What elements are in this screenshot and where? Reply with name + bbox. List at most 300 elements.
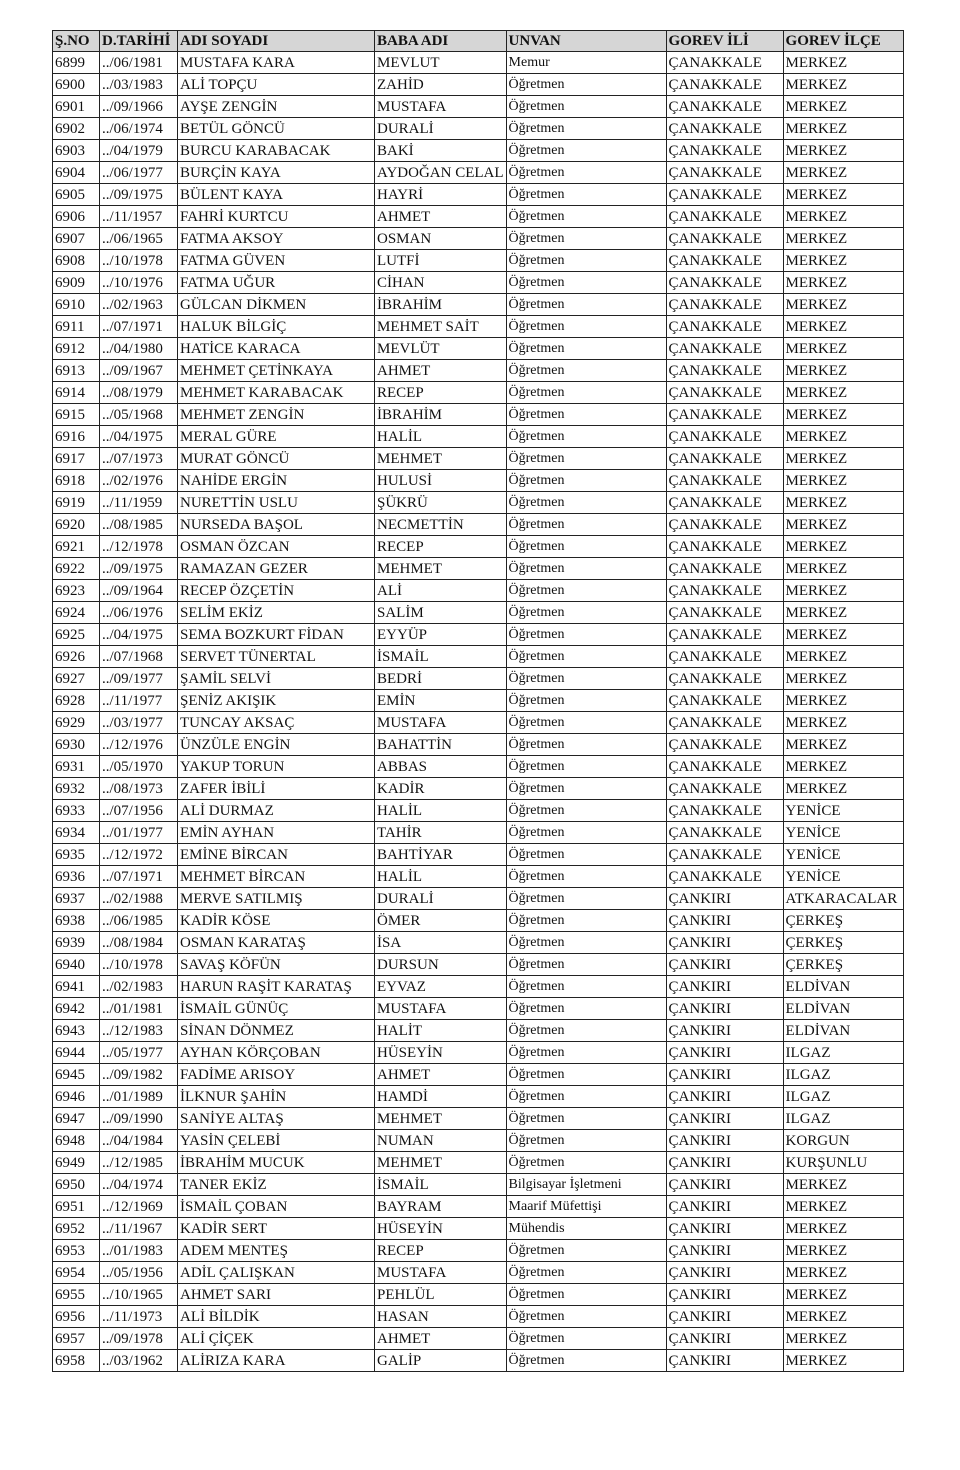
cell-birth-date: ../03/1977 (100, 712, 178, 734)
cell-duty-district: MERKEZ (783, 228, 903, 250)
cell-title: Öğretmen (506, 690, 666, 712)
cell-title: Öğretmen (506, 580, 666, 602)
cell-birth-date: ../08/1984 (100, 932, 178, 954)
cell-birth-date: ../11/1959 (100, 492, 178, 514)
cell-duty-province: ÇANKIRI (666, 1086, 783, 1108)
cell-duty-district: MERKEZ (783, 514, 903, 536)
cell-duty-province: ÇANAKKALE (666, 338, 783, 360)
cell-father-name: GALİP (375, 1350, 507, 1372)
cell-full-name: MEHMET ZENGİN (178, 404, 375, 426)
cell-birth-date: ../02/1988 (100, 888, 178, 910)
table-row (53, 162, 904, 184)
cell-sno: 6958 (53, 1350, 100, 1372)
cell-title: Öğretmen (506, 800, 666, 822)
cell-father-name: İSMAİL (375, 1174, 507, 1196)
table-row (53, 932, 904, 954)
cell-sno: 6934 (53, 822, 100, 844)
cell-title: Maarif Müfettişi (506, 1196, 666, 1218)
cell-father-name: HAMDİ (375, 1086, 507, 1108)
cell-title: Öğretmen (506, 888, 666, 910)
cell-sno: 6940 (53, 954, 100, 976)
cell-duty-district: MERKEZ (783, 382, 903, 404)
personnel-table (52, 30, 904, 1372)
cell-duty-district: MERKEZ (783, 404, 903, 426)
cell-duty-district: MERKEZ (783, 624, 903, 646)
cell-birth-date: ../09/1967 (100, 360, 178, 382)
cell-father-name: RECEP (375, 382, 507, 404)
cell-sno: 6928 (53, 690, 100, 712)
cell-duty-province: ÇANAKKALE (666, 558, 783, 580)
table-row (53, 756, 904, 778)
cell-duty-district: MERKEZ (783, 536, 903, 558)
cell-title: Öğretmen (506, 382, 666, 404)
cell-sno: 6907 (53, 228, 100, 250)
cell-duty-province: ÇANKIRI (666, 1328, 783, 1350)
cell-father-name: MUSTAFA (375, 1262, 507, 1284)
cell-birth-date: ../04/1975 (100, 426, 178, 448)
header-sno: Ş.NO (53, 31, 100, 52)
cell-title: Öğretmen (506, 470, 666, 492)
cell-sno: 6916 (53, 426, 100, 448)
cell-birth-date: ../09/1964 (100, 580, 178, 602)
cell-title: Öğretmen (506, 844, 666, 866)
cell-duty-district: MERKEZ (783, 602, 903, 624)
cell-birth-date: ../10/1978 (100, 250, 178, 272)
cell-father-name: MEHMET (375, 558, 507, 580)
cell-father-name: NUMAN (375, 1130, 507, 1152)
cell-father-name: CİHAN (375, 272, 507, 294)
cell-title: Öğretmen (506, 1020, 666, 1042)
cell-sno: 6926 (53, 646, 100, 668)
cell-title: Öğretmen (506, 536, 666, 558)
cell-sno: 6904 (53, 162, 100, 184)
cell-father-name: BAYRAM (375, 1196, 507, 1218)
cell-title: Öğretmen (506, 74, 666, 96)
cell-duty-province: ÇANAKKALE (666, 74, 783, 96)
cell-duty-province: ÇANAKKALE (666, 712, 783, 734)
cell-title: Öğretmen (506, 1328, 666, 1350)
cell-title: Öğretmen (506, 206, 666, 228)
cell-duty-province: ÇANAKKALE (666, 646, 783, 668)
cell-full-name: İBRAHİM MUCUK (178, 1152, 375, 1174)
cell-father-name: KADİR (375, 778, 507, 800)
cell-sno: 6905 (53, 184, 100, 206)
table-row (53, 74, 904, 96)
cell-birth-date: ../05/1977 (100, 1042, 178, 1064)
cell-title: Öğretmen (506, 1086, 666, 1108)
cell-duty-district: MERKEZ (783, 470, 903, 492)
cell-title: Memur (506, 52, 666, 74)
cell-father-name: EYYÜP (375, 624, 507, 646)
cell-duty-district: MERKEZ (783, 294, 903, 316)
cell-duty-district: MERKEZ (783, 1218, 903, 1240)
cell-title: Öğretmen (506, 756, 666, 778)
cell-full-name: NURSEDA BAŞOL (178, 514, 375, 536)
cell-sno: 6930 (53, 734, 100, 756)
cell-sno: 6932 (53, 778, 100, 800)
cell-birth-date: ../01/1977 (100, 822, 178, 844)
cell-full-name: SELİM EKİZ (178, 602, 375, 624)
cell-sno: 6941 (53, 976, 100, 998)
cell-full-name: ALİ ÇİÇEK (178, 1328, 375, 1350)
cell-full-name: MEHMET BİRCAN (178, 866, 375, 888)
cell-duty-district: MERKEZ (783, 668, 903, 690)
cell-sno: 6957 (53, 1328, 100, 1350)
cell-title: Öğretmen (506, 316, 666, 338)
cell-father-name: MEHMET (375, 1152, 507, 1174)
cell-title: Öğretmen (506, 492, 666, 514)
table-row (53, 866, 904, 888)
table-row (53, 1020, 904, 1042)
cell-father-name: MEVLUT (375, 52, 507, 74)
cell-father-name: BAKİ (375, 140, 507, 162)
cell-title: Öğretmen (506, 1284, 666, 1306)
cell-father-name: LUTFİ (375, 250, 507, 272)
cell-duty-province: ÇANAKKALE (666, 448, 783, 470)
cell-title: Öğretmen (506, 272, 666, 294)
cell-full-name: ALİ DURMAZ (178, 800, 375, 822)
cell-birth-date: ../09/1975 (100, 184, 178, 206)
cell-title: Öğretmen (506, 1306, 666, 1328)
cell-father-name: İBRAHİM (375, 294, 507, 316)
cell-birth-date: ../08/1985 (100, 514, 178, 536)
cell-father-name: AYDOĞAN CELAL (375, 162, 507, 184)
cell-full-name: ŞAMİL SELVİ (178, 668, 375, 690)
cell-sno: 6911 (53, 316, 100, 338)
cell-duty-district: ELDİVAN (783, 1020, 903, 1042)
table-row (53, 1174, 904, 1196)
cell-birth-date: ../07/1971 (100, 866, 178, 888)
table-row (53, 206, 904, 228)
cell-birth-date: ../08/1973 (100, 778, 178, 800)
cell-title: Öğretmen (506, 734, 666, 756)
cell-full-name: MERVE SATILMIŞ (178, 888, 375, 910)
table-row (53, 140, 904, 162)
table-row (53, 382, 904, 404)
header-full-name: ADI SOYADI (178, 31, 375, 52)
cell-birth-date: ../04/1980 (100, 338, 178, 360)
cell-duty-district: MERKEZ (783, 360, 903, 382)
cell-father-name: MUSTAFA (375, 998, 507, 1020)
cell-father-name: MEHMET SAİT (375, 316, 507, 338)
cell-father-name: İSMAİL (375, 646, 507, 668)
cell-full-name: BÜLENT KAYA (178, 184, 375, 206)
cell-title: Öğretmen (506, 514, 666, 536)
cell-duty-province: ÇANKIRI (666, 1306, 783, 1328)
cell-duty-province: ÇANKIRI (666, 1042, 783, 1064)
cell-sno: 6927 (53, 668, 100, 690)
cell-title: Öğretmen (506, 250, 666, 272)
cell-full-name: İLKNUR ŞAHİN (178, 1086, 375, 1108)
cell-full-name: SİNAN DÖNMEZ (178, 1020, 375, 1042)
cell-duty-province: ÇANKIRI (666, 1020, 783, 1042)
cell-full-name: BURÇİN KAYA (178, 162, 375, 184)
cell-duty-province: ÇANAKKALE (666, 690, 783, 712)
cell-duty-province: ÇANAKKALE (666, 162, 783, 184)
cell-duty-province: ÇANKIRI (666, 1240, 783, 1262)
cell-full-name: OSMAN ÖZCAN (178, 536, 375, 558)
cell-full-name: SERVET TÜNERTAL (178, 646, 375, 668)
cell-duty-province: ÇANAKKALE (666, 602, 783, 624)
cell-birth-date: ../04/1979 (100, 140, 178, 162)
cell-birth-date: ../09/1975 (100, 558, 178, 580)
cell-father-name: AHMET (375, 1328, 507, 1350)
cell-duty-district: KORGUN (783, 1130, 903, 1152)
cell-duty-district: MERKEZ (783, 74, 903, 96)
cell-birth-date: ../09/1990 (100, 1108, 178, 1130)
table-row (53, 1218, 904, 1240)
table-row (53, 338, 904, 360)
cell-birth-date: ../06/1981 (100, 52, 178, 74)
cell-full-name: ŞENİZ AKIŞIK (178, 690, 375, 712)
cell-birth-date: ../01/1983 (100, 1240, 178, 1262)
cell-duty-district: MERKEZ (783, 1240, 903, 1262)
cell-full-name: ALİ TOPÇU (178, 74, 375, 96)
cell-duty-province: ÇANAKKALE (666, 470, 783, 492)
cell-duty-district: ÇERKEŞ (783, 910, 903, 932)
cell-duty-district: MERKEZ (783, 1174, 903, 1196)
cell-duty-province: ÇANKIRI (666, 1152, 783, 1174)
cell-birth-date: ../06/1977 (100, 162, 178, 184)
table-row (53, 1108, 904, 1130)
cell-duty-district: MERKEZ (783, 184, 903, 206)
table-row (53, 514, 904, 536)
cell-father-name: MUSTAFA (375, 712, 507, 734)
cell-sno: 6954 (53, 1262, 100, 1284)
cell-duty-district: MERKEZ (783, 52, 903, 74)
cell-father-name: RECEP (375, 1240, 507, 1262)
cell-birth-date: ../09/1982 (100, 1064, 178, 1086)
table-row (53, 426, 904, 448)
cell-birth-date: ../12/1983 (100, 1020, 178, 1042)
cell-full-name: SAVAŞ KÖFÜN (178, 954, 375, 976)
cell-duty-province: ÇANKIRI (666, 998, 783, 1020)
cell-full-name: BURCU KARABACAK (178, 140, 375, 162)
cell-father-name: AHMET (375, 360, 507, 382)
cell-duty-district: MERKEZ (783, 140, 903, 162)
cell-full-name: TUNCAY AKSAÇ (178, 712, 375, 734)
cell-duty-province: ÇANAKKALE (666, 624, 783, 646)
table-row (53, 778, 904, 800)
cell-birth-date: ../12/1978 (100, 536, 178, 558)
cell-duty-province: ÇANKIRI (666, 976, 783, 998)
cell-duty-district: MERKEZ (783, 96, 903, 118)
cell-sno: 6956 (53, 1306, 100, 1328)
cell-father-name: MEVLÜT (375, 338, 507, 360)
cell-full-name: NAHİDE ERGİN (178, 470, 375, 492)
cell-title: Öğretmen (506, 646, 666, 668)
cell-sno: 6943 (53, 1020, 100, 1042)
cell-full-name: RAMAZAN GEZER (178, 558, 375, 580)
cell-birth-date: ../06/1965 (100, 228, 178, 250)
cell-duty-district: YENİCE (783, 866, 903, 888)
cell-duty-district: MERKEZ (783, 712, 903, 734)
cell-sno: 6949 (53, 1152, 100, 1174)
cell-birth-date: ../04/1975 (100, 624, 178, 646)
header-duty-district: GOREV İLÇE (783, 31, 903, 52)
cell-full-name: EMİNE BİRCAN (178, 844, 375, 866)
cell-full-name: MEHMET ÇETİNKAYA (178, 360, 375, 382)
cell-full-name: EMİN AYHAN (178, 822, 375, 844)
cell-duty-province: ÇANAKKALE (666, 426, 783, 448)
cell-father-name: EYVAZ (375, 976, 507, 998)
cell-duty-province: ÇANAKKALE (666, 140, 783, 162)
cell-full-name: OSMAN KARATAŞ (178, 932, 375, 954)
cell-birth-date: ../12/1976 (100, 734, 178, 756)
cell-full-name: RECEP ÖZÇETİN (178, 580, 375, 602)
cell-full-name: YASİN ÇELEBİ (178, 1130, 375, 1152)
cell-duty-district: MERKEZ (783, 1328, 903, 1350)
cell-sno: 6951 (53, 1196, 100, 1218)
cell-title: Mühendis (506, 1218, 666, 1240)
cell-father-name: ŞÜKRÜ (375, 492, 507, 514)
cell-sno: 6952 (53, 1218, 100, 1240)
cell-full-name: MUSTAFA KARA (178, 52, 375, 74)
table-row (53, 1306, 904, 1328)
cell-father-name: BAHATTİN (375, 734, 507, 756)
cell-full-name: HATİCE KARACA (178, 338, 375, 360)
cell-full-name: BETÜL GÖNCÜ (178, 118, 375, 140)
cell-title: Öğretmen (506, 866, 666, 888)
cell-duty-province: ÇANAKKALE (666, 316, 783, 338)
cell-duty-province: ÇANAKKALE (666, 294, 783, 316)
cell-duty-district: MERKEZ (783, 778, 903, 800)
cell-sno: 6908 (53, 250, 100, 272)
cell-duty-province: ÇANKIRI (666, 1350, 783, 1372)
cell-title: Öğretmen (506, 1240, 666, 1262)
cell-full-name: AHMET SARI (178, 1284, 375, 1306)
cell-duty-province: ÇANKIRI (666, 1174, 783, 1196)
table-row (53, 712, 904, 734)
cell-duty-district: MERKEZ (783, 272, 903, 294)
table-row (53, 800, 904, 822)
cell-full-name: FATMA GÜVEN (178, 250, 375, 272)
cell-title: Bilgisayar İşletmeni (506, 1174, 666, 1196)
cell-title: Öğretmen (506, 624, 666, 646)
cell-title: Öğretmen (506, 118, 666, 140)
table-row (53, 888, 904, 910)
cell-duty-district: ILGAZ (783, 1042, 903, 1064)
table-row (53, 580, 904, 602)
cell-sno: 6922 (53, 558, 100, 580)
cell-sno: 6910 (53, 294, 100, 316)
cell-full-name: TANER EKİZ (178, 1174, 375, 1196)
cell-full-name: FATMA AKSOY (178, 228, 375, 250)
cell-title: Öğretmen (506, 404, 666, 426)
table-row (53, 536, 904, 558)
cell-duty-province: ÇANAKKALE (666, 866, 783, 888)
cell-duty-district: MERKEZ (783, 1284, 903, 1306)
cell-birth-date: ../06/1976 (100, 602, 178, 624)
cell-duty-province: ÇANAKKALE (666, 514, 783, 536)
table-row (53, 558, 904, 580)
table-row (53, 448, 904, 470)
cell-duty-province: ÇANAKKALE (666, 822, 783, 844)
header-row (53, 31, 904, 52)
table-row (53, 646, 904, 668)
cell-father-name: RECEP (375, 536, 507, 558)
cell-duty-district: ELDİVAN (783, 976, 903, 998)
cell-father-name: AHMET (375, 1064, 507, 1086)
cell-duty-province: ÇANKIRI (666, 1108, 783, 1130)
cell-duty-district: MERKEZ (783, 492, 903, 514)
cell-duty-district: MERKEZ (783, 162, 903, 184)
cell-title: Öğretmen (506, 778, 666, 800)
cell-full-name: AYHAN KÖRÇOBAN (178, 1042, 375, 1064)
cell-duty-province: ÇANAKKALE (666, 96, 783, 118)
cell-sno: 6955 (53, 1284, 100, 1306)
cell-duty-district: MERKEZ (783, 1262, 903, 1284)
cell-sno: 6917 (53, 448, 100, 470)
cell-sno: 6937 (53, 888, 100, 910)
cell-duty-district: MERKEZ (783, 756, 903, 778)
table-row (53, 1152, 904, 1174)
table-row (53, 602, 904, 624)
cell-full-name: FATMA UĞUR (178, 272, 375, 294)
cell-father-name: SALİM (375, 602, 507, 624)
cell-duty-province: ÇANAKKALE (666, 492, 783, 514)
cell-birth-date: ../05/1956 (100, 1262, 178, 1284)
cell-duty-province: ÇANAKKALE (666, 536, 783, 558)
cell-father-name: DURALİ (375, 118, 507, 140)
cell-birth-date: ../11/1957 (100, 206, 178, 228)
cell-duty-district: ILGAZ (783, 1086, 903, 1108)
cell-duty-province: ÇANAKKALE (666, 734, 783, 756)
cell-birth-date: ../11/1973 (100, 1306, 178, 1328)
cell-sno: 6914 (53, 382, 100, 404)
cell-father-name: DURALİ (375, 888, 507, 910)
cell-sno: 6925 (53, 624, 100, 646)
table-row (53, 470, 904, 492)
cell-duty-province: ÇANAKKALE (666, 52, 783, 74)
cell-title: Öğretmen (506, 140, 666, 162)
cell-sno: 6950 (53, 1174, 100, 1196)
cell-duty-district: MERKEZ (783, 580, 903, 602)
cell-full-name: ÜNZÜLE ENGİN (178, 734, 375, 756)
table-row (53, 294, 904, 316)
cell-birth-date: ../06/1985 (100, 910, 178, 932)
cell-sno: 6900 (53, 74, 100, 96)
header-title: UNVAN (506, 31, 666, 52)
cell-duty-district: MERKEZ (783, 338, 903, 360)
cell-title: Öğretmen (506, 1350, 666, 1372)
cell-father-name: HULUSİ (375, 470, 507, 492)
cell-duty-province: ÇANKIRI (666, 932, 783, 954)
cell-sno: 6924 (53, 602, 100, 624)
cell-duty-district: MERKEZ (783, 1306, 903, 1328)
cell-full-name: SANİYE ALTAŞ (178, 1108, 375, 1130)
cell-full-name: NURETTİN USLU (178, 492, 375, 514)
cell-duty-district: KURŞUNLU (783, 1152, 903, 1174)
cell-father-name: PEHLÜL (375, 1284, 507, 1306)
cell-full-name: FAHRİ KURTCU (178, 206, 375, 228)
table-row (53, 184, 904, 206)
table-row (53, 910, 904, 932)
cell-full-name: GÜLCAN DİKMEN (178, 294, 375, 316)
cell-duty-province: ÇANKIRI (666, 954, 783, 976)
table-row (53, 272, 904, 294)
table-row (53, 998, 904, 1020)
cell-duty-district: MERKEZ (783, 1196, 903, 1218)
table-row (53, 404, 904, 426)
cell-birth-date: ../07/1968 (100, 646, 178, 668)
cell-duty-province: ÇANKIRI (666, 1196, 783, 1218)
cell-duty-province: ÇANKIRI (666, 888, 783, 910)
cell-duty-district: MERKEZ (783, 1350, 903, 1372)
cell-father-name: HALİL (375, 800, 507, 822)
cell-full-name: ALİRIZA KARA (178, 1350, 375, 1372)
cell-title: Öğretmen (506, 1042, 666, 1064)
